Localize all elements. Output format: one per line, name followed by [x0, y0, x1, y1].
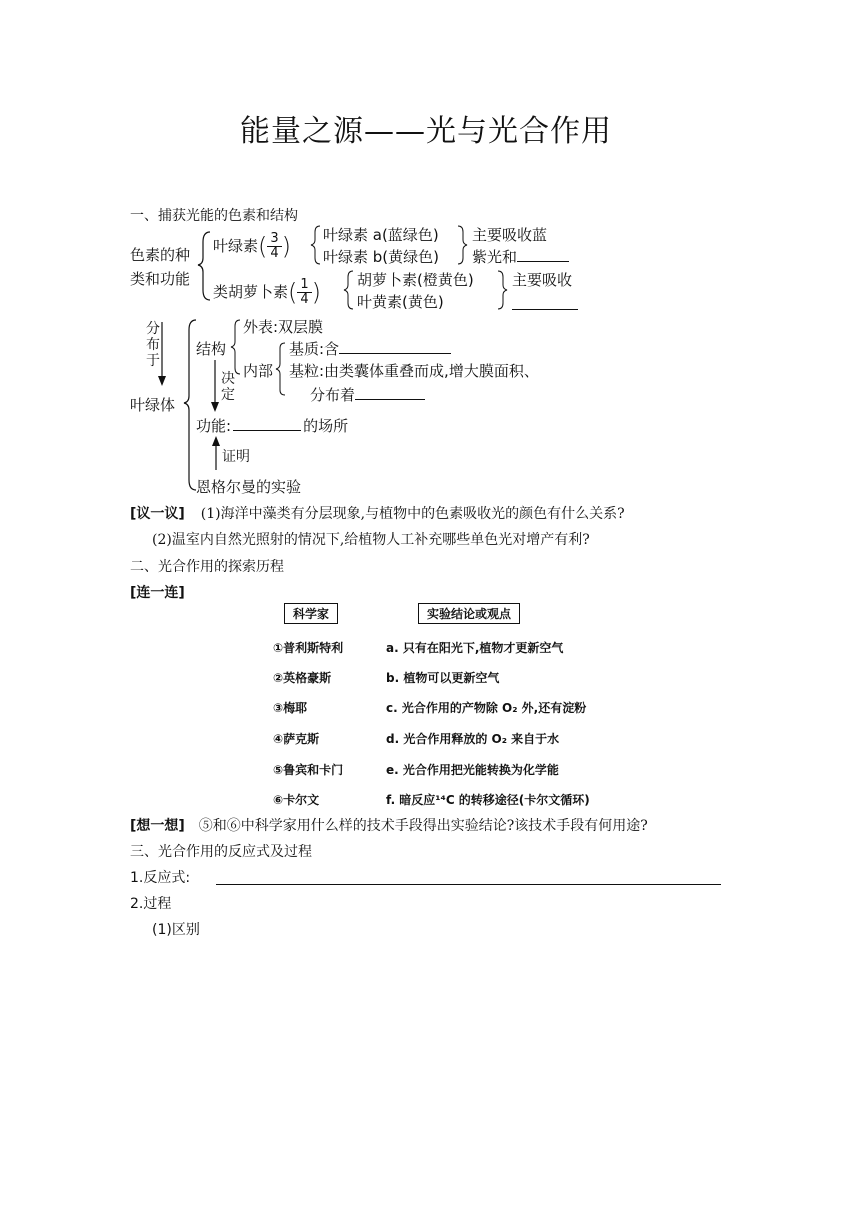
chlorophyll-function-2: 紫光和: [472, 246, 569, 267]
think-question: ⑤和⑥中科学家用什么样的技术手段得出实验结论?该技术手段有何用途?: [198, 818, 648, 834]
answer-blank[interactable]: [355, 399, 425, 400]
scientist-item[interactable]: ⑤鲁宾和卡门: [273, 763, 344, 777]
discuss-q2: (2)温室内自然光照射的情况下,给植物人工补充哪些单色光对增产有利?: [152, 532, 590, 548]
xanthophyll: 叶黄素(黄色): [357, 293, 444, 311]
discuss-line-1: [130, 503, 625, 523]
distributed-char-1: 分: [146, 321, 160, 337]
pigment-label-line2: 类和功能: [130, 270, 191, 288]
carotenoid-label: 类胡萝卜素( $\frac{1}{4}$ ): [213, 277, 322, 307]
chlorophyll-function-1: 主要吸收蓝: [472, 226, 548, 244]
grana-line2: 分布着: [310, 384, 425, 405]
chlorophyll-text: 叶绿素: [213, 237, 259, 255]
think-line: [130, 815, 648, 835]
scientist-item[interactable]: ②英格豪斯: [273, 671, 332, 685]
column-header-scientist: 科学家: [284, 603, 338, 624]
outer-membrane: 外表:双层膜: [243, 318, 324, 336]
conclusion-item[interactable]: d. 光合作用释放的 O₂ 来自于水: [386, 732, 560, 746]
answer-blank[interactable]: [216, 884, 721, 885]
fraction-three-quarters: $\frac{3}{4}$: [267, 232, 281, 261]
chlorophyll-b: 叶绿素 b(黄绿色): [323, 248, 439, 266]
conclusion-item[interactable]: a. 只有在阳光下,植物才更新空气: [386, 641, 564, 655]
chloroplast-label: 叶绿体: [130, 396, 176, 414]
process-item: 2.过程: [130, 896, 172, 912]
section-heading: 一、捕获光能的色素和结构: [130, 208, 298, 224]
prove-label: 证明: [222, 449, 250, 465]
chlorophyll-label: 叶绿素( $\frac{3}{4}$ ): [213, 231, 292, 261]
conclusion-item[interactable]: c. 光合作用的产物除 O₂ 外,还有淀粉: [386, 701, 587, 715]
process-subitem: (1)区别: [152, 922, 200, 938]
decide-char-1: 决: [221, 371, 235, 387]
answer-blank[interactable]: [517, 261, 569, 262]
equation-item: 1.反应式:: [130, 870, 191, 886]
function-line: 功能: 的场所: [196, 417, 349, 435]
discuss-q1: (1)海洋中藻类有分层现象,与植物中的色素吸收光的颜色有什么关系?: [200, 506, 625, 522]
chlorophyll-a: 叶绿素 a(蓝绿色): [323, 226, 439, 244]
discuss-tag: [议一议]: [130, 506, 185, 522]
scientist-item[interactable]: ①普利斯特利: [273, 641, 344, 655]
grana: 基粒:由类囊体重叠而成,增大膜面积、: [289, 362, 539, 380]
pigment-label-line1: 色素的种: [130, 246, 191, 264]
decide-char-2: 定: [221, 387, 235, 403]
conclusion-item[interactable]: e. 光合作用把光能转换为化学能: [386, 763, 559, 777]
answer-blank[interactable]: [339, 353, 451, 354]
carotene: 胡萝卜素(橙黄色): [357, 271, 474, 289]
carotenoid-function-1: 主要吸收: [512, 271, 573, 289]
conclusion-item[interactable]: b. 植物可以更新空气: [386, 671, 500, 685]
distributed-char-2: 布: [146, 337, 160, 353]
answer-blank[interactable]: [233, 430, 301, 431]
carotenoid-text: 类胡萝卜素: [213, 283, 289, 301]
structure-label: 结构: [196, 340, 227, 358]
answer-blank[interactable]: [512, 309, 578, 310]
conclusion-item[interactable]: f. 暗反应¹⁴C 的转移途径(卡尔文循环): [386, 793, 590, 807]
scientist-item[interactable]: ④萨克斯: [273, 732, 320, 746]
page-title: 能量之源——光与光合作用: [240, 114, 612, 149]
column-header-conclusion: 实验结论或观点: [418, 603, 520, 624]
section-heading: 二、光合作用的探索历程: [130, 559, 284, 575]
stroma: 基质:含: [289, 338, 451, 359]
think-tag: [想一想]: [130, 818, 185, 834]
section-heading: 三、光合作用的反应式及过程: [130, 844, 312, 860]
distributed-char-3: 于: [146, 353, 160, 369]
connect-tag: [连一连]: [130, 585, 185, 601]
inner-label: 内部: [243, 362, 274, 380]
scientist-item[interactable]: ⑥卡尔文: [273, 793, 320, 807]
scientist-item[interactable]: ③梅耶: [273, 701, 308, 715]
fraction-one-quarter: $\frac{1}{4}$: [297, 278, 311, 307]
engelmann-experiment: 恩格尔曼的实验: [196, 478, 302, 496]
